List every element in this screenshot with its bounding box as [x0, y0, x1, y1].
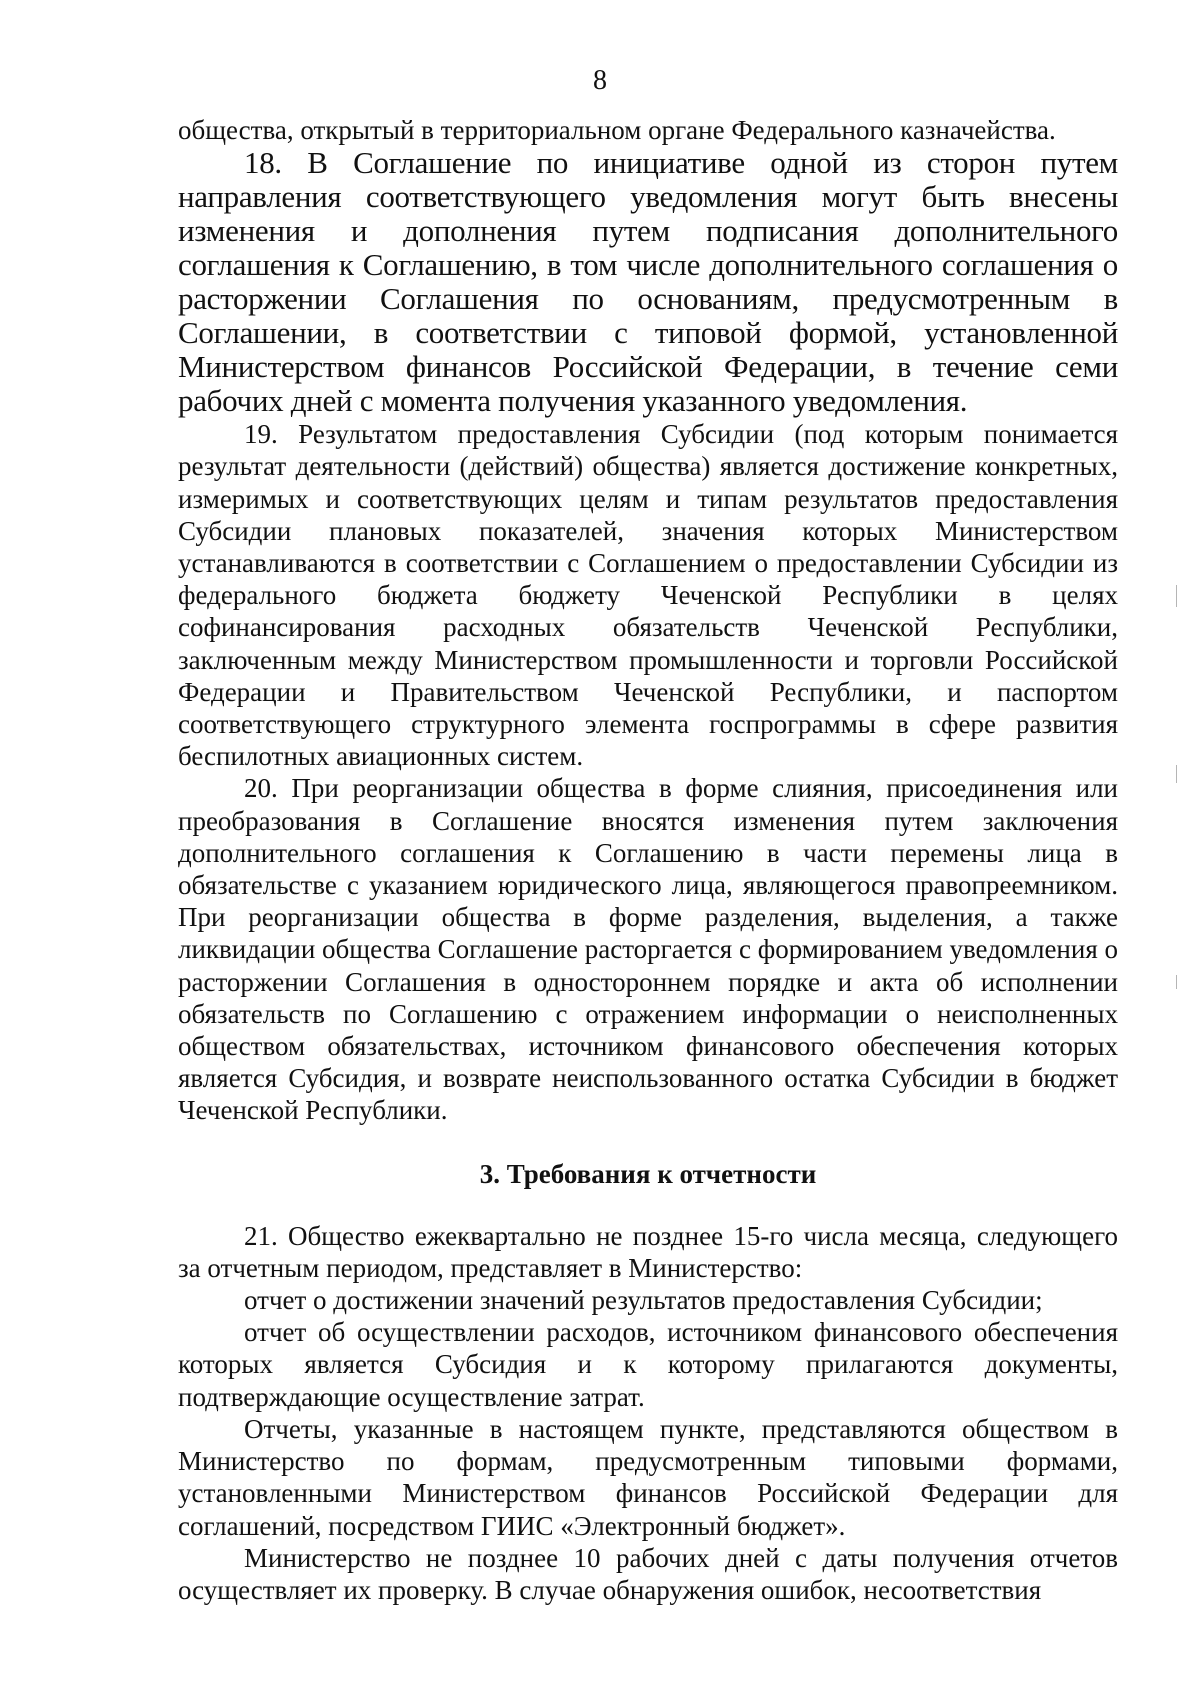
- paragraph-21: 21. Общество ежеквартально не позднее 15-го числа месяца, следующего за отчетным периодом, представляет в Министерство:: [178, 1220, 1118, 1283]
- scan-margin-mark: [1176, 585, 1177, 607]
- paragraph-report-expenses: отчет об осуществлении расходов, источником финансового обеспечения которых является Субсидия и к которому прилагаются документы, подтверждающие осуществление затрат.: [178, 1317, 1118, 1412]
- paragraph-report-forms: Отчеты, указанные в настоящем пункте, представляются обществом в Министерство по формам, предусмотренным типовыми формами, установленными Министерством финансов Российской Федерации для соглашений, посредством ГИИС «Электронный бюджет».: [178, 1413, 1118, 1541]
- paragraph-continuation: общества, открытый в территориальном органе Федерального казначейства.: [178, 115, 1056, 145]
- paragraph-report-results: отчет о достижении значений результатов предоставления Субсидии;: [244, 1285, 1043, 1316]
- page-number: 8: [593, 65, 607, 96]
- paragraph-ministry-check: Министерство не позднее 10 рабочих дней с даты получения отчетов осуществляет их проверку. В случае обнаружения ошибок, несоответствия: [178, 1542, 1118, 1605]
- section-heading: 3. Требования к отчетности: [479, 1158, 817, 1189]
- scan-margin-mark: [1176, 765, 1177, 783]
- paragraph-20: 20. При реорганизации общества в форме слияния, присоединения или преобразования в Соглашение вносятся изменения путем заключения дополнительного соглашения к Соглашению в части перемены лица в обязательстве с указанием юридического лица, являющегося правопреемником. При реорганизации общества в форме разделения, выделения, а также ликвидации общества Соглашение расторгается с формированием уведомления о расторжении Соглашения в одностороннем порядке и акта об исполнении обязательств по Соглашению с отражением информации о неисполненных обществом обязательствах, источником финансового обеспечения которых является Субсидия, и возврате неиспользованного остатка Субсидии в бюджет Чеченской Республики.: [178, 773, 1118, 1126]
- paragraph-18: 18. В Соглашение по инициативе одной из сторон путем направления соответствующего уведомления могут быть внесены изменения и дополнения путем подписания дополнительного соглашения к Соглашению, в том числе дополнительного соглашения о расторжении Соглашения по основаниям, предусмотренным в Соглашении, в соответствии с типовой формой, установленной Министерством финансов Российской Федерации, в течение семи рабочих дней с момента получения указанного уведомления.: [178, 145, 1118, 419]
- document-body: [178, 114, 1118, 1606]
- paragraph-19: 19. Результатом предоставления Субсидии (под которым понимается результат деятельности (действий) общества) является достижение конкретных, измеримых и соответствующих целям и типам результатов предоставления Субсидии плановых показателей, значения которых Министерством устанавливаются в соответствии с Соглашением о предоставлении Субсидии из федерального бюджета бюджету Чеченской Республики в целях софинансирования расходных обязательств Чеченской Республики, заключенным между Министерством промышленности и торговли Российской Федерации и Правительством Чеченской Республики, и паспортом соответствующего структурного элемента госпрограммы в сфере развития беспилотных авиационных систем.: [178, 419, 1118, 772]
- scan-margin-mark: [1176, 975, 1177, 989]
